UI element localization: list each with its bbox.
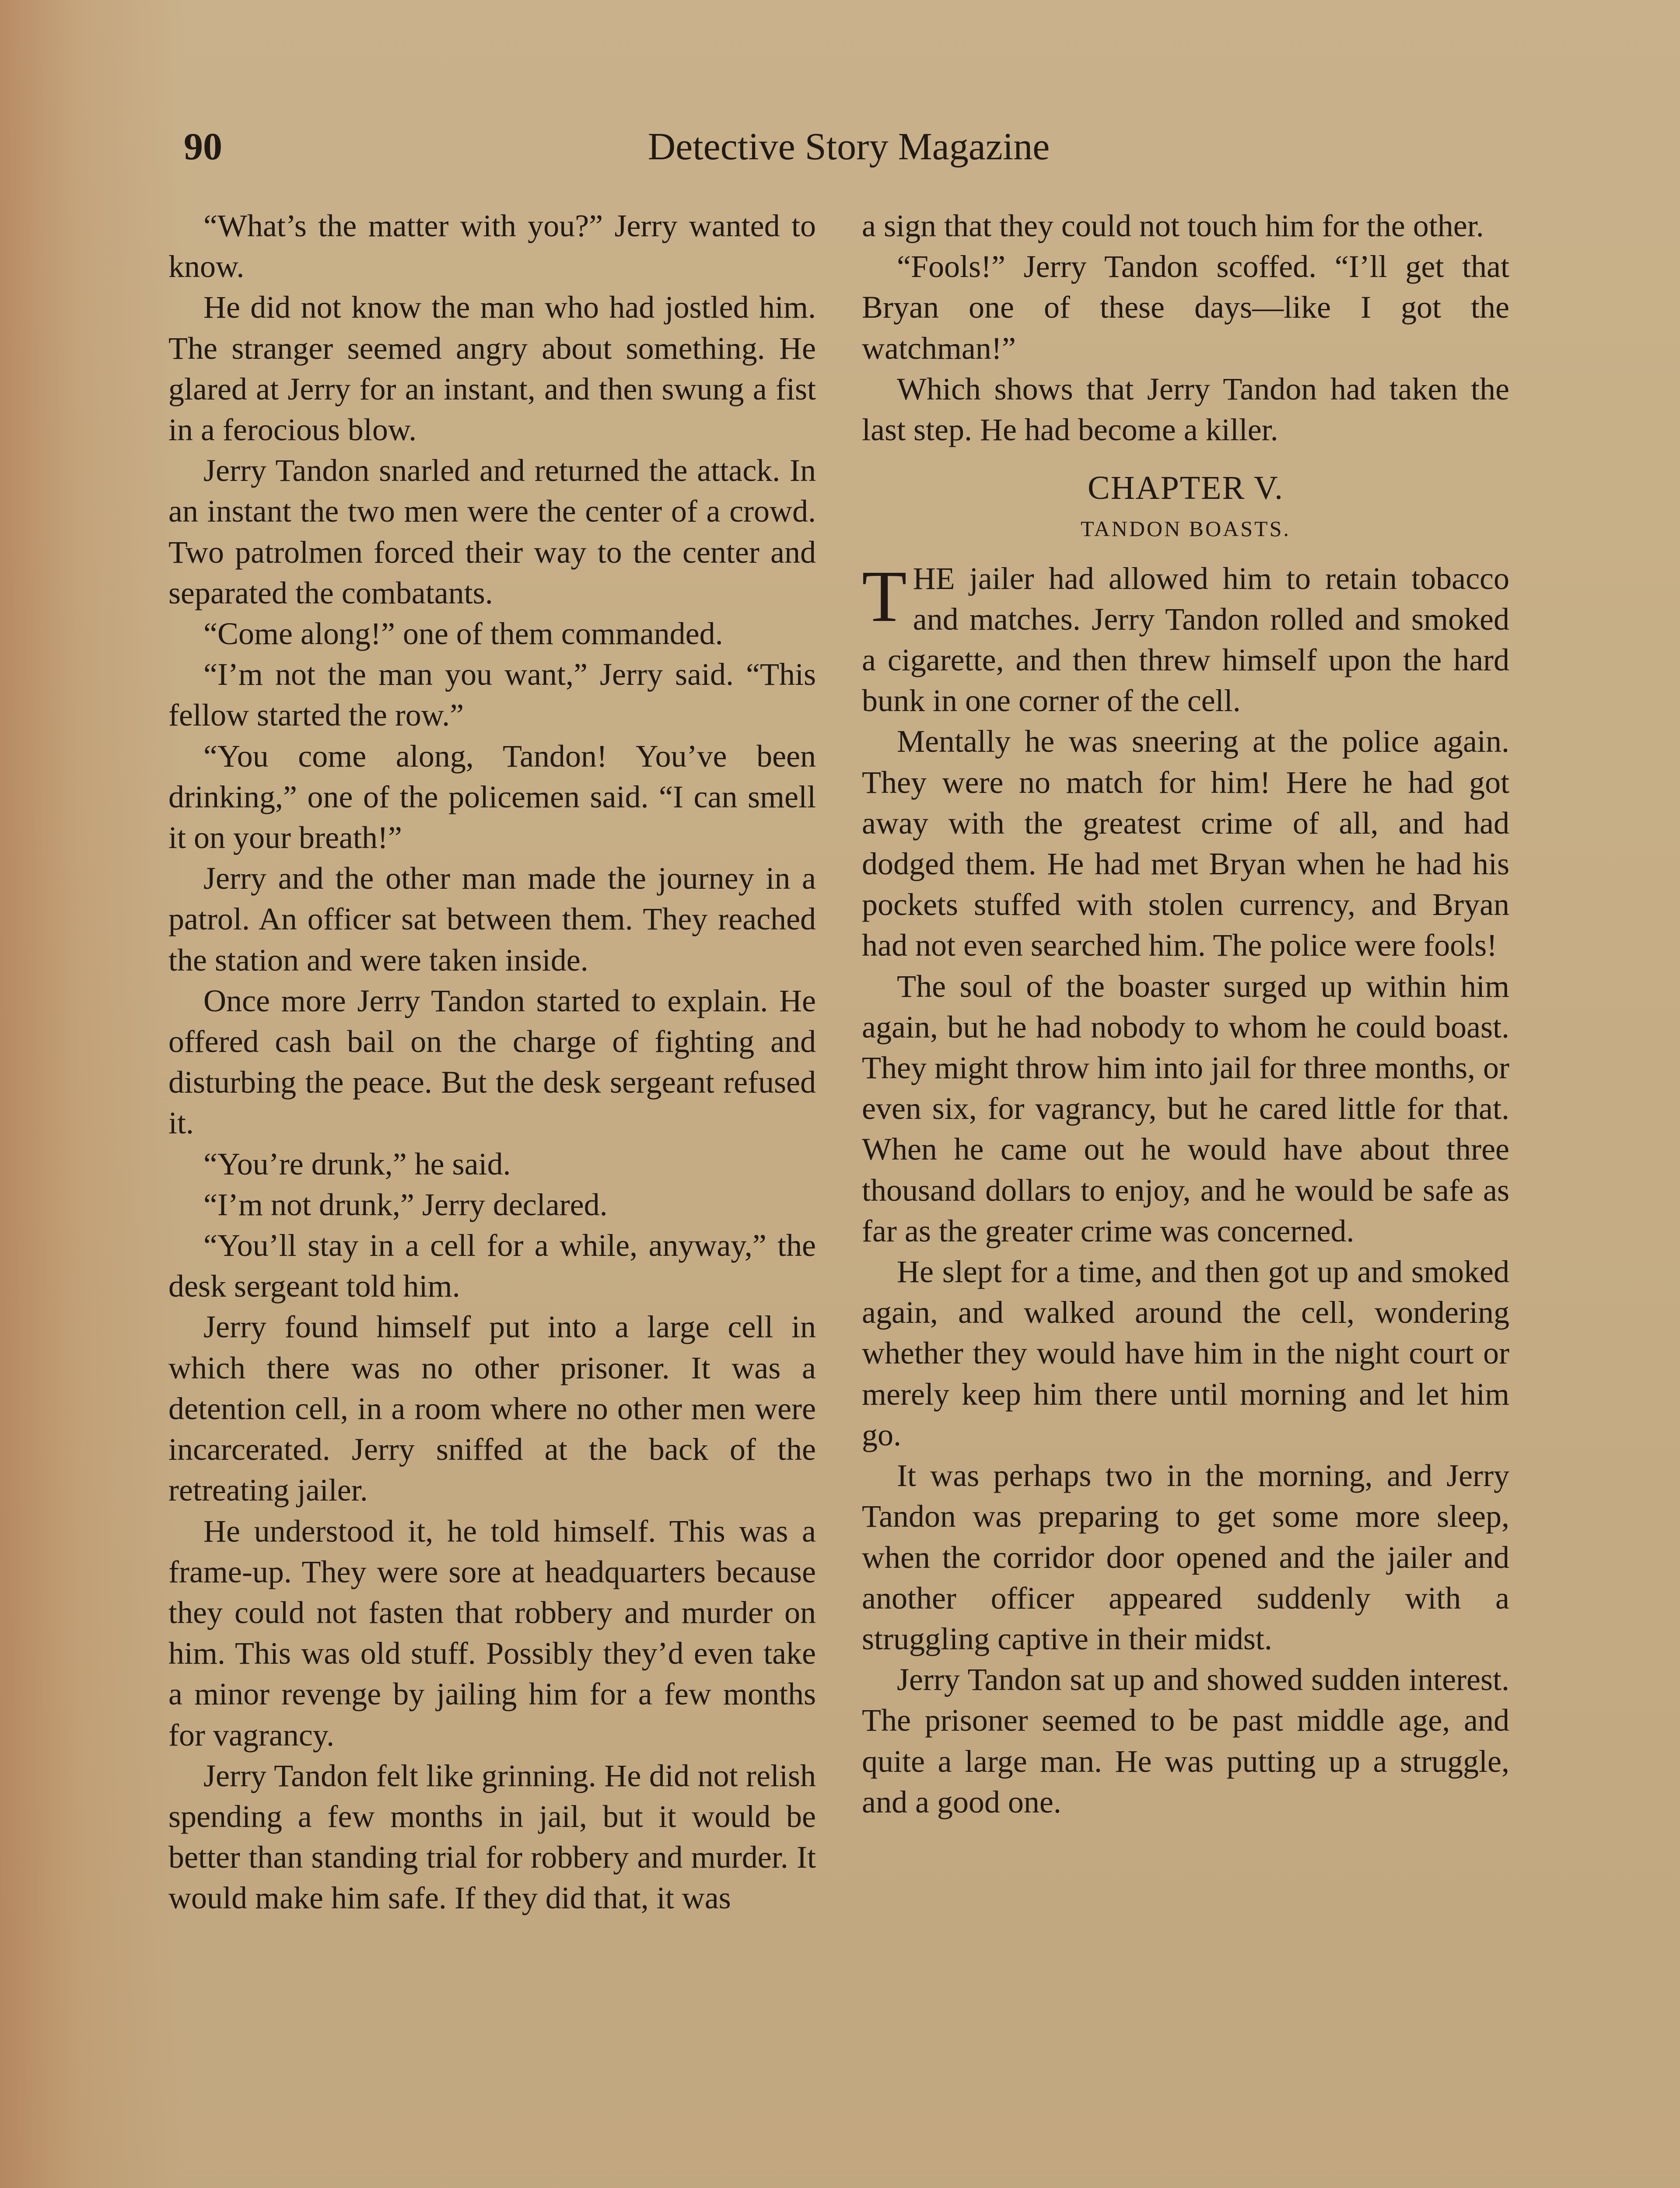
page-header: [184, 125, 1514, 182]
paragraph: “What’s the matter with you?” Jerry wanted to know.: [168, 208, 816, 284]
paragraph: “You’ll stay in a cell for a while, anyway,” the desk sergeant told him.: [168, 1228, 816, 1304]
chapter-subtitle: TANDON BOASTS.: [1081, 516, 1291, 541]
paragraph: He understood it, he told himself. This was a frame-up. They were sore at headquarters because they could not fasten that robbery and murder on him. This was old stuff. Possibly they’d even take a minor revenge by jailing him for a few months for vagrancy.: [168, 1513, 816, 1753]
paragraph: “You’re drunk,” he said.: [203, 1146, 511, 1182]
paragraph: “Fools!” Jerry Tandon scoffed. “I’ll get that Bryan one of these days—like I got the watchman!”: [862, 249, 1509, 366]
paragraph: He did not know the man who had jostled him. The stranger seemed angry about something. He glared at Jerry for an instant, and then swung a fist in a ferocious blow.: [168, 290, 816, 448]
right-column: [862, 206, 1509, 1823]
paragraph: “I’m not the man you want,” Jerry said. “This fellow started the row.”: [168, 657, 816, 733]
paragraph: Jerry Tandon felt like grinning. He did not relish spending a few months in jail, but it would be better than standing trial for robbery and murder. It would make him safe. If they did that, it was: [168, 1758, 816, 1916]
paragraph: “I’m not drunk,” Jerry declared.: [203, 1187, 608, 1222]
paragraph: He slept for a time, and then got up and smoked again, and walked around the cell, wondering whether they would have him in the night court or merely keep him there until morning and let him go.: [862, 1254, 1509, 1452]
paragraph: The soul of the boaster surged up within him again, but he had nobody to whom he could boast. They might throw him into jail for three months, or even six, for vagrancy, but he cared little for that. When he came out he would have about three thousand dollars to enjoy, and he would be safe as far as the greater crime was concerned.: [862, 968, 1509, 1248]
paragraph: “Come along!” one of them commanded.: [203, 616, 723, 652]
paragraph: Which shows that Jerry Tandon had taken the last step. He had become a killer.: [862, 371, 1509, 448]
chapter-opening-paragraph: [862, 555, 1509, 722]
paragraph: Jerry and the other man made the journey in a patrol. An officer sat between them. They reached the station and were taken inside.: [168, 861, 816, 978]
page-number: 90: [184, 126, 222, 168]
paragraph: a sign that they could not touch him for the other.: [862, 208, 1484, 243]
paragraph: Jerry Tandon sat up and showed sudden interest. The prisoner seemed to be past middle age, and quite a large man. He was putting up a struggle, and a good one.: [862, 1662, 1509, 1820]
paragraph: Mentally he was sneering at the police again. They were no match for him! Here he had got away with the greatest crime of all, and had dodged them. He had met Bryan when he had his pockets stuffed with stolen currency, and Bryan had not even searched him. The police were fools!: [862, 724, 1509, 963]
drop-cap: T: [862, 555, 907, 637]
chapter-opening-text: HE jailer had allowed him to retain tobacco and matches. Jerry Tandon rolled and smoked a cigarette, and then threw himself upon the hard bunk in one corner of the cell.: [862, 561, 1509, 719]
paragraph: It was perhaps two in the morning, and Jerry Tandon was preparing to get some more sleep, when the corridor door opened and the jailer and another officer appeared suddenly with a struggling captive in their midst.: [862, 1458, 1509, 1656]
running-title: Detective Story Magazine: [648, 126, 1050, 168]
paragraph: “You come along, Tandon! You’ve been drinking,” one of the policemen said. “I can smell it on your breath!”: [168, 738, 816, 856]
paragraph: Jerry found himself put into a large cell in which there was no other prisoner. It was a detention cell, in a room where no other men were incarcerated. Jerry sniffed at the back of the retreating jailer.: [168, 1309, 816, 1508]
chapter-heading: CHAPTER V.: [1088, 470, 1284, 507]
left-column: [168, 206, 816, 1919]
paragraph: Once more Jerry Tandon started to explain. He offered cash bail on the charge of fighting and disturbing the peace. But the desk sergeant refused it.: [168, 983, 816, 1141]
paragraph: Jerry Tandon snarled and returned the attack. In an instant the two men were the center of a crowd. Two patrolmen forced their way to the center and separated the combatants.: [168, 453, 816, 610]
